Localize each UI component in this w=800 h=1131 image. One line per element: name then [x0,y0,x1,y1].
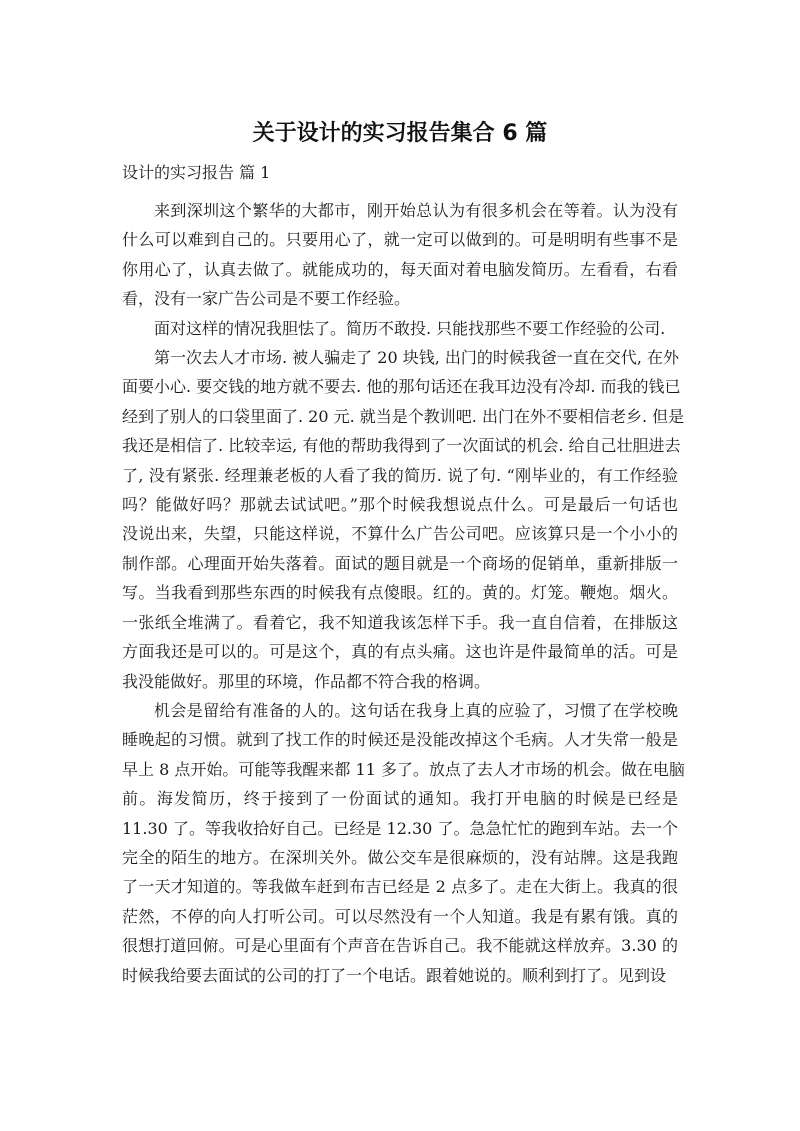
paragraph-line: 了, 没有紧张. 经理兼老板的人看了我的简历. 说了句. “刚毕业的，有工作经验 [122,465,678,485]
paragraph-line: 我还是相信了. 比较幸运, 有他的帮助我得到了一次面试的机会. 给自己壮胆进去 [122,436,681,456]
paragraph-line: 完全的陌生的地方。在深圳关外。做公交车是很麻烦的，没有站牌。这是我跑 [122,847,678,867]
paragraph-line: 什么可以难到自己的。只要用心了，就一定可以做到的。可是明明有些事不是 [122,230,678,250]
paragraph-line: 第一次去人才市场. 被人骗走了 20 块钱, 出门的时候我爸一直在交代, 在外 [154,348,680,368]
section-heading: 设计的实习报告 篇 1 [122,163,271,182]
paragraph-line: 方面我还是可以的。可是这个，真的有点头痛。这也许是件最简单的活。可是 [122,642,678,662]
paragraph [122,196,678,314]
paragraph-line: 11.30 了。等我收拾好自己。已经是 12.30 了。急急忙忙的跑到车站。去一个 [122,818,678,838]
paragraph-line: 早上 8 点开始。可能等我醒来都 11 多了。放点了去人才市场的机会。做在电脑 [122,759,685,779]
paragraph [122,314,678,343]
paragraph-line: 没说出来，失望，只能这样说，不算什么广告公司吧。应该算只是一个小小的 [122,524,678,544]
document-title: 关于设计的实习报告集合 6 篇 [252,121,548,146]
paragraph-line: 一张纸全堆满了。看着它，我不知道我该怎样下手。我一直自信着，在排版这 [122,612,678,632]
paragraph-line: 我没能做好。那里的环境，作品都不符合我的格调。 [122,671,491,691]
paragraph-line: 制作部。心理面开始失落着。面试的题目就是一个商场的促销单，重新排版一 [122,553,678,573]
paragraph-line: 经到了别人的口袋里面了. 20 元. 就当是个教训吧. 出门在外不要相信老乡. 但是 [122,406,685,426]
paragraph-line: 你用心了，认真去做了。就能成功的，每天面对着电脑发简历。左看看，右看 [122,259,678,279]
paragraph-line: 面对这样的情况我胆怯了。简历不敢投. 只能找那些不要工作经验的公司. [154,318,666,338]
paragraph [122,343,685,696]
paragraph-line: 写。当我看到那些东西的时候我有点傻眼。红的。黄的。灯笼。鞭炮。烟火。 [122,583,678,603]
paragraph-line: 时候我给要去面试的公司的打了一个电话。跟着她说的。顺利到打了。见到设 [122,965,667,985]
paragraph-line: 面要小心. 要交钱的地方就不要去. 他的那句话还在我耳边没有冷却. 而我的钱已 [122,377,681,397]
paragraph-line: 来到深圳这个繁华的大都市，刚开始总认为有很多机会在等着。认为没有 [154,201,678,220]
paragraph-line: 前。海发简历，终于接到了一份面试的通知。我打开电脑的时候是已经是 [122,789,678,809]
paragraph-line: 看，没有一家广告公司是不要工作经验。 [122,289,411,309]
paragraph-line: 吗？能做好吗？那就去试试吧。”那个时候我想说点什么。可是最后一句话也 [122,495,678,515]
paragraph-line: 了一天才知道的。等我做车赶到布吉已经是 2 点多了。走在大街上。我真的很 [122,877,678,897]
paragraph-line: 机会是留给有准备的人的。这句话在我身上真的应验了，习惯了在学校晚 [154,700,678,720]
paragraph [122,696,685,990]
document-body [122,196,685,990]
paragraph-line: 很想打道回俯。可是心里面有个声音在告诉自己。我不能就这样放弃。3.30 的 [122,936,678,956]
paragraph-line: 茫然，不停的向人打听公司。可以尽然没有一个人知道。我是有累有饿。真的 [122,906,678,926]
paragraph-line: 睡晚起的习惯。就到了找工作的时候还是没能改掉这个毛病。人才失常一般是 [122,730,678,750]
